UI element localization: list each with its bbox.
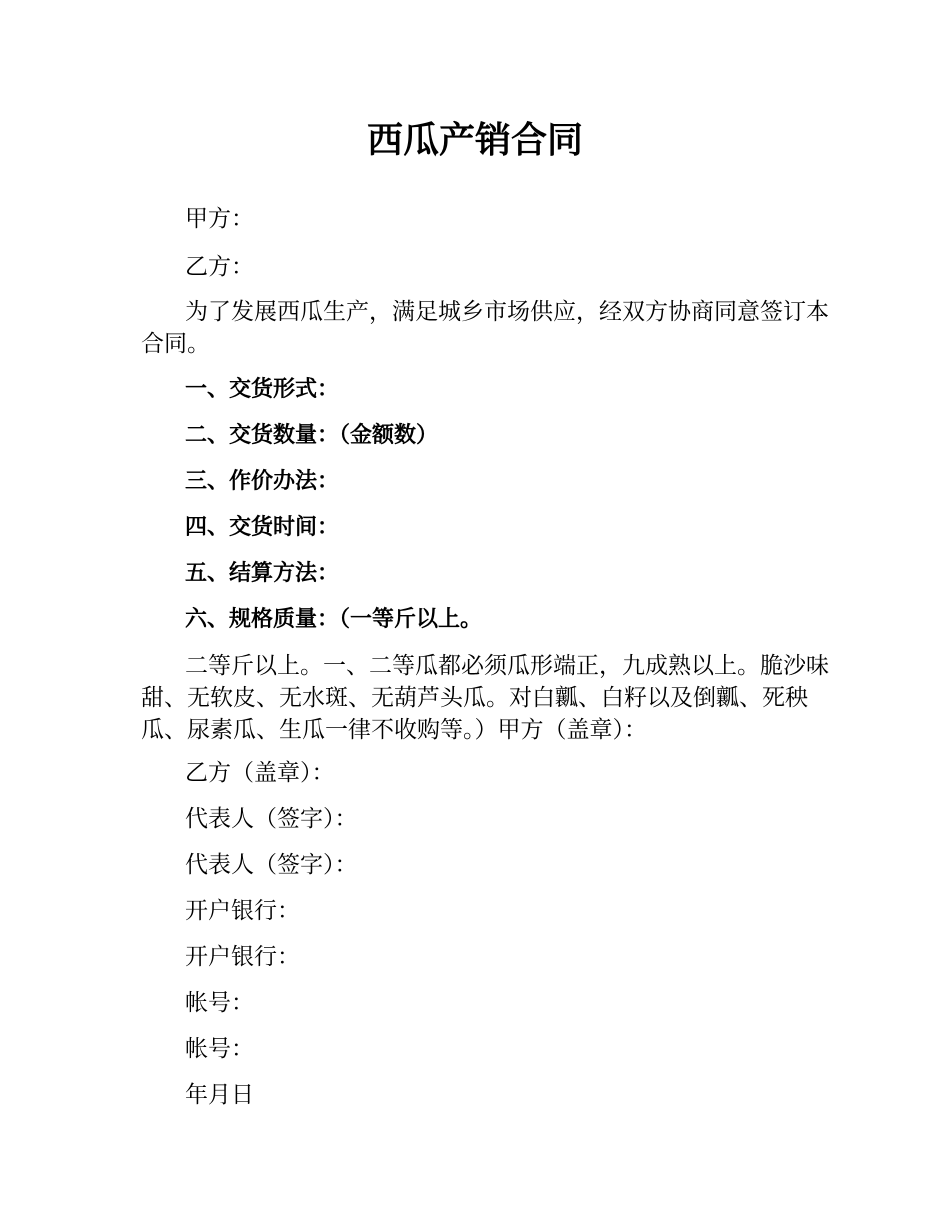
clause-specification-quality: 六、规格质量：（一等斤以上。 [185,607,483,632]
signature-bank-b: 开户银行： [185,944,300,970]
signature-party-b-seal: 乙方（盖章）： [185,760,335,786]
quality-paragraph: 二等斤以上。一、二等瓜都必须瓜形端正，九成熟以上。脆沙味甜、无软皮、无水斑、无葫芦头瓜。对白瓤、白籽以及倒瓤、死秧瓜、尿素瓜、生瓜一律不收购等。）甲方（盖章）： [141,653,829,743]
signature-bank-a: 开户银行： [185,898,300,924]
clause-delivery-time: 四、交货时间： [185,515,340,540]
signature-representative-b: 代表人（签字）： [185,852,358,878]
clause-pricing-method: 三、作价办法： [185,469,340,494]
party-b-line: 乙方： [185,254,254,280]
clause-settlement-method: 五、结算方法： [185,561,340,586]
document-title: 西瓜产销合同 [366,120,583,161]
clause-delivery-form: 一、交货形式： [185,377,340,402]
intro-paragraph: 为了发展西瓜生产，满足城乡市场供应，经双方协商同意签订本合同。 [141,299,829,357]
signature-representative-a: 代表人（签字）： [185,806,358,832]
party-a-line: 甲方： [185,206,254,232]
clause-delivery-quantity: 二、交货数量：（金额数） [185,423,439,448]
signature-date: 年月日 [185,1082,254,1108]
signature-account-b: 帐号： [185,1036,254,1062]
signature-account-a: 帐号： [185,990,254,1016]
